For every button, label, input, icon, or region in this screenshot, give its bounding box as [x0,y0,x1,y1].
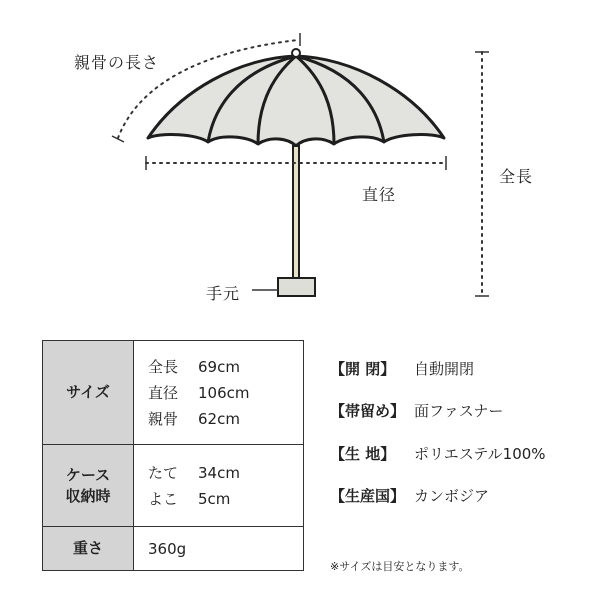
umbrella-handle [278,278,315,296]
info-open-close-key: 【開 閉】 [330,360,396,378]
handle-label: 手元 [206,284,241,303]
table-row-weight [43,527,304,571]
info-fabric-value: ポリエステル100% [414,445,546,463]
size-total-length-value: 69cm [198,357,240,376]
list-item [148,406,302,432]
case-header-line2: 収納時 [65,486,111,505]
spec-table [42,340,304,571]
rib-length-label: 親骨の長さ [74,53,160,72]
list-item [148,380,302,406]
case-width-value: 5cm [198,489,231,508]
size-values [134,341,304,445]
info-strap [330,400,503,421]
case-header [43,445,134,527]
case-values [134,445,304,527]
case-height-value: 34cm [198,463,240,482]
info-strap-key: 【帯留め】 [330,402,406,420]
case-height-key: たて [148,463,179,482]
table-row-size [43,341,304,445]
info-fabric [330,443,546,464]
size-diameter-value: 106cm [198,383,250,402]
info-origin-key: 【生産国】 [330,487,406,505]
diameter-label: 直径 [362,185,397,204]
info-fabric-key: 【生 地】 [330,445,396,463]
info-origin [330,485,489,506]
case-header-line1: ケース [65,465,111,484]
info-open-close [330,358,474,379]
info-strap-value: 面ファスナー [414,402,504,420]
size-total-length-key: 全長 [148,357,179,376]
size-rib-key: 親骨 [148,409,179,428]
info-origin-value: カンボジア [414,487,490,505]
umbrella-tip [292,49,300,57]
umbrella-shaft [293,146,299,280]
table-row-case [43,445,304,527]
list-item [148,460,302,486]
footnote: ※サイズは目安となります。 [330,560,470,573]
umbrella-canopy [148,56,444,146]
size-header: サイズ [43,341,134,445]
case-width-key: よこ [148,489,179,508]
weight-header: 重さ [43,527,134,571]
size-diameter-key: 直径 [148,383,179,402]
weight-value: 360g [134,527,304,571]
total-length-label: 全長 [499,167,534,186]
list-item [148,486,302,512]
list-item [148,354,302,380]
size-rib-value: 62cm [198,409,240,428]
info-open-close-value: 自動開閉 [414,360,475,378]
